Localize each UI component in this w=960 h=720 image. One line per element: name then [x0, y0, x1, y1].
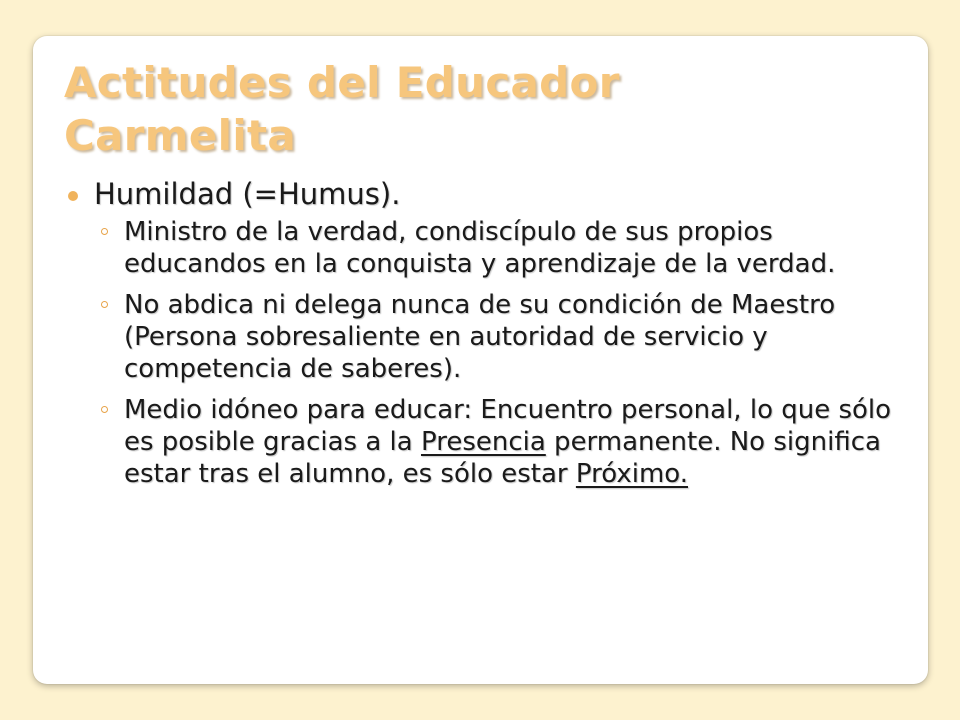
sub-bullet-circle-icon — [101, 406, 108, 413]
sub-bullet-item — [98, 216, 908, 280]
title-line-1: Actitudes del Educador — [64, 58, 620, 107]
sub-bullet-list — [98, 216, 908, 490]
underlined-word-presencia: Presencia — [420, 427, 546, 457]
title-line-2: Carmelita — [64, 111, 297, 160]
slide-title — [64, 56, 620, 162]
sub-bullet-text-part: permanente. No significa estar tras el alumno, es sólo estar — [124, 427, 881, 489]
sub-bullet-text-part: Medio idóneo para educar: Encuentro personal, lo que sólo es posible gracias a la — [124, 395, 892, 457]
slide-content — [68, 176, 908, 499]
sub-bullet-circle-icon — [101, 301, 108, 308]
sub-bullet-text: Ministro de la verdad, condiscípulo de sus propios educandos en la conquista y aprendizaje de la verdad. — [124, 217, 836, 279]
bullet-item-humildad — [68, 176, 908, 212]
underlined-word-proximo: Próximo. — [575, 459, 688, 489]
sub-bullet-circle-icon — [101, 228, 108, 235]
sub-bullet-text: No abdica ni delega nunca de su condición de Maestro (Persona sobresaliente en autoridad de servicio y competencia de saberes). — [124, 290, 836, 384]
sub-bullet-item — [98, 394, 908, 490]
bullet-text: Humildad (=Humus). — [94, 177, 401, 211]
bullet-dot-icon — [68, 191, 78, 201]
sub-bullet-item — [98, 289, 908, 385]
